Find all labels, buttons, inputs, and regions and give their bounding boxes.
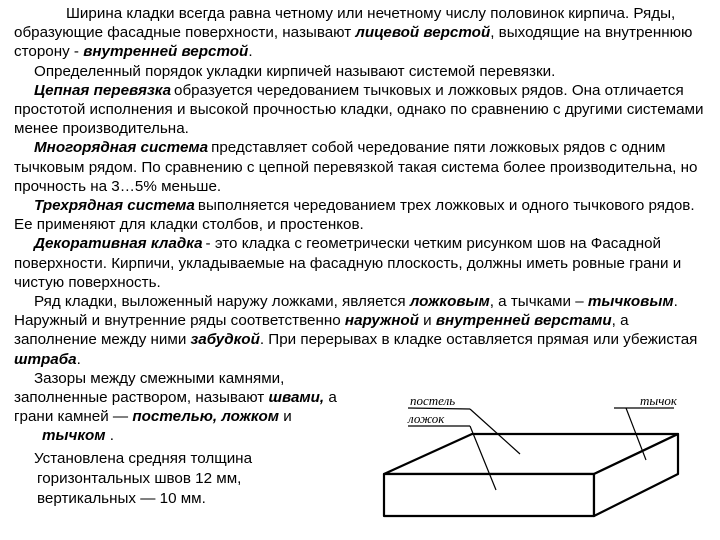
paragraph-text: образуется чередованием тычковых и ложковых рядов. Она отличается простотой исполнения и высокой прочностью кладки, однако по сравнению с другими системами менее производительна. (14, 81, 704, 138)
paragraph-text: - это кладка с геометрически четким рисунком шов на Фасадной поверхности. Кирпичи, укладываемые на фасадную плоскость, должны иметь ровные грани и чистую поверхность. (14, 235, 682, 291)
term-bed-stretcher: постелью, ложком (132, 408, 280, 426)
paragraph-text: и (279, 408, 292, 426)
paragraph-text: . (248, 43, 253, 61)
label-stretcher: ложок (408, 411, 445, 426)
thickness-line: вертикальных — 10 мм. (37, 489, 206, 507)
paragraph-masonry-width (14, 4, 706, 62)
paragraph-joints (14, 369, 354, 427)
paragraph-multirow-system (14, 138, 706, 196)
term-inner-courses: внутренней верстами (435, 312, 612, 330)
term-outer-course: лицевой верстой (355, 24, 491, 42)
term-infill: забудкой (190, 331, 260, 349)
paragraph-header-term (14, 426, 354, 445)
term-chain-bond: Цепная перевязка (34, 81, 172, 99)
paragraph-text: . (105, 427, 114, 445)
term-inner-course: внутренней верстой (83, 43, 249, 61)
paragraph-text: , а тычками – (489, 293, 588, 311)
label-underline (408, 408, 470, 409)
thickness-line: горизонтальных швов 12 мм, (37, 469, 242, 487)
paragraph-text: . Наружный и внутренние ряды соответственно (14, 293, 678, 330)
brick-diagram (378, 392, 708, 522)
term-decorative-masonry: Декоративная кладка (34, 235, 203, 253)
paragraph-joint-thickness (14, 449, 354, 509)
paragraph-three-row-system (14, 196, 706, 234)
term-outer: наружной (344, 312, 419, 330)
term-header-row: тычковым (587, 293, 674, 311)
paragraph-decorative-masonry (14, 234, 706, 292)
term-stretcher-row: ложковым (409, 293, 490, 311)
paragraph-text: и (418, 312, 436, 330)
paragraph-chain-bond (14, 81, 706, 139)
brick-outline (384, 434, 678, 516)
paragraph-text: . (76, 350, 81, 368)
paragraph-text: , а заполнение между ними (14, 312, 629, 349)
label-bed: постель (410, 393, 456, 408)
paragraph-text: Зазоры между смежными камнями, заполненные раствором, называют (14, 369, 285, 407)
paragraph-text: выполняется чередованием трех ложковых и одного тычкового рядов. Ее применяют для кладки столбов, и простенков. (14, 197, 695, 234)
paragraph-text: Ряд кладки, выложенный наружу ложками, является (34, 293, 410, 311)
paragraph-text: . При перерывах в кладке оставляется прямая или убежистая (259, 331, 698, 349)
term-joints: швами, (268, 389, 325, 407)
paragraph-text: а грани камней — (14, 389, 337, 426)
term-multirow-system: Многорядная система (34, 139, 209, 157)
term-toothing: штраба (14, 350, 77, 368)
label-header: тычок (640, 393, 677, 408)
thickness-line: Установлена средняя толщина (34, 449, 253, 467)
joints-section (14, 369, 354, 509)
paragraph-text: , выходящие на внутреннюю сторону - (14, 24, 693, 61)
paragraph-text: представляет собой чередование пяти ложковых рядов с одним тычковым рядом. По сравнению с цепной перевязкой такая система более производительна, но прочность на 3…5% меньше. (14, 139, 698, 195)
paragraph-rows (14, 292, 706, 369)
paragraph-text: Определенный порядок укладки кирпичей называют системой перевязки. (34, 62, 556, 80)
paragraph-bond-system (14, 62, 706, 81)
paragraph-text: Ширина кладки всегда равна четному или нечетному числу половинок кирпича. Ряды, образующие фасадные поверхности, называют (14, 5, 676, 42)
term-header: тычком (42, 427, 106, 445)
term-three-row-system: Трехрядная система (34, 197, 195, 215)
